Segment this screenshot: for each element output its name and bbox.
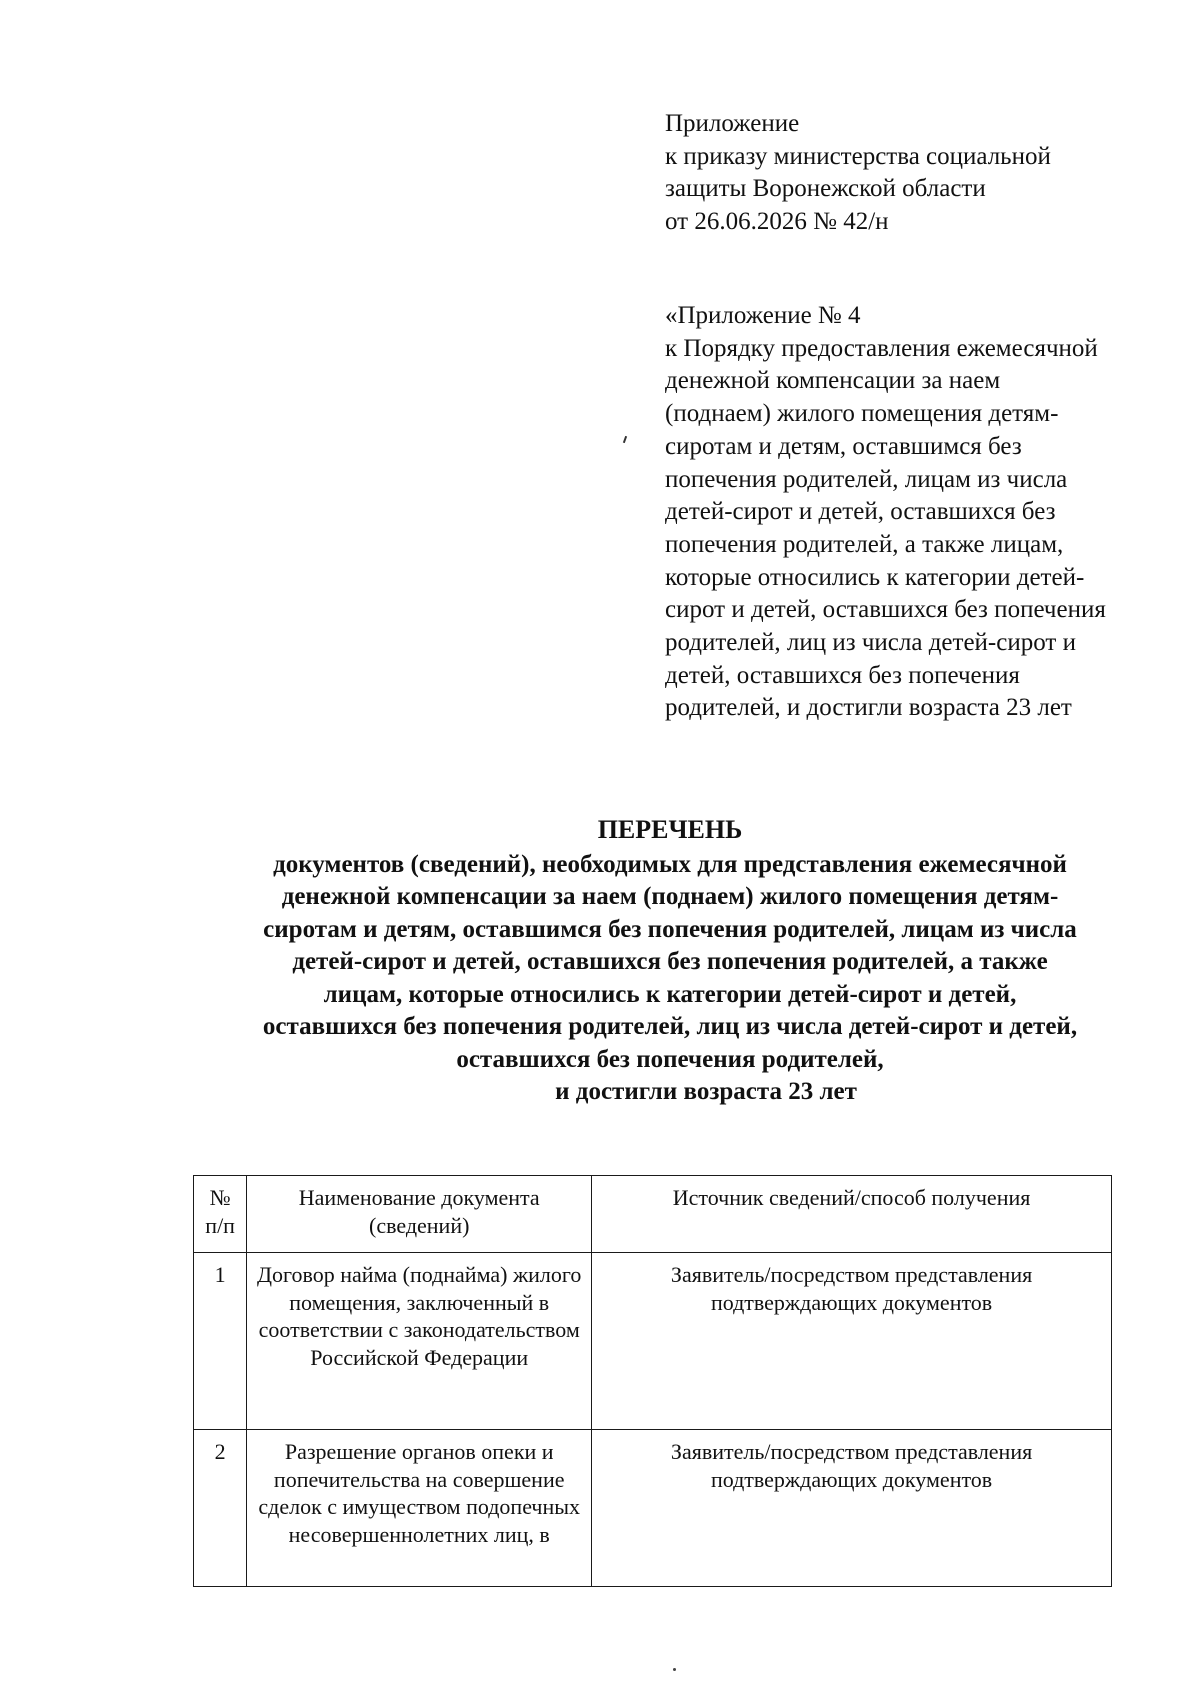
cell-source: Заявитель/посредством представления подтверждающих документов <box>592 1253 1112 1430</box>
list-title-last-line: и достигли возраста 23 лет <box>555 1078 857 1105</box>
scan-dot <box>673 1668 676 1671</box>
annex-line: сиротам и детям, оставшимся без <box>665 432 1022 460</box>
list-title-line: сиротам и детям, оставшимся без попечения родителей, лицам из числа <box>263 915 1077 943</box>
approval-line: к приказу министерства социальной <box>665 142 1051 170</box>
cell-name: Разрешение органов опеки и попечительства на совершение сделок с имуществом подопечных несовершеннолетних лиц, в <box>247 1430 592 1587</box>
header-num: № п/п <box>194 1176 247 1253</box>
header-name: Наименование документа (сведений) <box>247 1176 592 1253</box>
list-title-line: оставшихся без попечения родителей, <box>456 1045 884 1073</box>
table-row <box>194 1430 1112 1587</box>
cell-source: Заявитель/посредством представления подтверждающих документов <box>592 1430 1112 1587</box>
annex-line: «Приложение № 4 <box>665 302 861 329</box>
cell-num: 1 <box>194 1253 247 1430</box>
approval-line: защиты Воронежской области <box>665 175 986 202</box>
annex-line: родителей, лиц из числа детей-сирот и <box>665 629 1076 657</box>
list-title <box>150 814 1190 1109</box>
annex-block <box>665 300 1185 725</box>
list-title-line: детей-сирот и детей, оставшихся без попечения родителей, а также <box>292 948 1048 975</box>
annex-line: к Порядку предоставления ежемесячной <box>665 334 1098 362</box>
annex-line: попечения родителей, лицам из числа <box>665 465 1068 493</box>
approval-block <box>665 108 1185 238</box>
annex-line: попечения родителей, а также лицам, <box>665 530 1064 558</box>
table-row <box>194 1253 1112 1430</box>
cell-num: 2 <box>194 1430 247 1587</box>
documents-table <box>193 1175 1112 1587</box>
annex-line: родителей, и достигли возраста 23 лет <box>665 694 1072 722</box>
list-title-line: документов (сведений), необходимых для представления ежемесячной <box>273 850 1067 878</box>
list-title-line: денежной компенсации за наем (поднаем) жилого помещения детям- <box>281 883 1059 910</box>
header-source: Источник сведений/способ получения <box>592 1176 1112 1253</box>
approval-line: от 26.06.2026 № 42/н <box>665 207 889 235</box>
table-header-row <box>194 1176 1112 1253</box>
approval-line: Приложение <box>665 110 800 137</box>
annex-line: денежной компенсации за наем <box>665 367 1001 395</box>
list-heading: ПЕРЕЧЕНЬ <box>597 815 743 844</box>
annex-line: детей, оставшихся без попечения <box>665 661 1020 689</box>
annex-line: которые относились к категории детей- <box>665 563 1085 591</box>
list-title-line: оставшихся без попечения родителей, лиц из числа детей-сирот и детей, <box>262 1013 1078 1040</box>
annex-line: сирот и детей, оставшихся без попечения <box>665 596 1106 624</box>
list-title-line: лицам, которые относились к категории детей-сирот и детей, <box>323 980 1017 1008</box>
annex-line: детей-сирот и детей, оставшихся без <box>665 498 1056 526</box>
scan-mark <box>623 436 627 443</box>
cell-name: Договор найма (поднайма) жилого помещения, заключенный в соответствии с законодательством Российской Федерации <box>247 1253 592 1430</box>
annex-line: (поднаем) жилого помещения детям- <box>665 400 1059 428</box>
